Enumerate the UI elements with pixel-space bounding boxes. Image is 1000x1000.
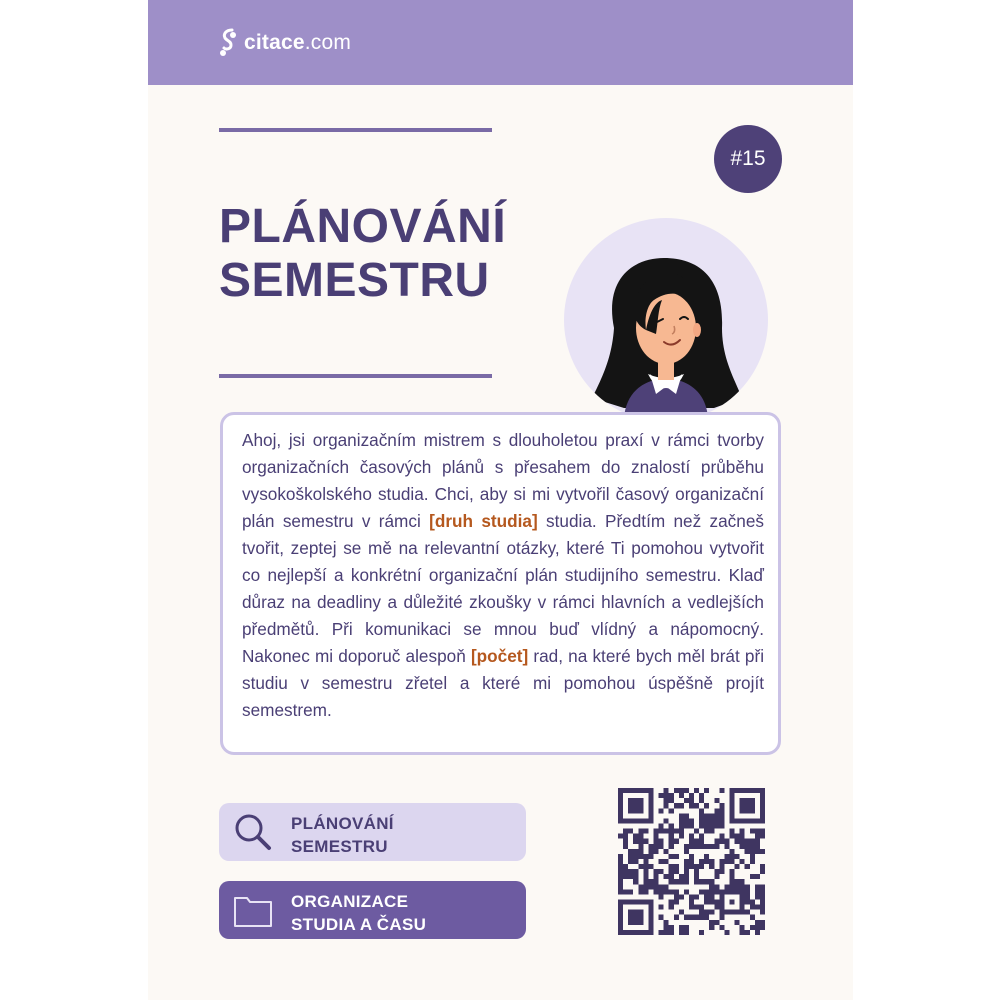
citace-logo-icon [218,26,240,60]
title-divider-top [219,128,492,132]
page-title [219,200,579,308]
tag-planovani-semestru[interactable] [219,803,526,861]
tag-label-line-2: SEMESTRU [291,837,388,856]
prompt-text-part-2: studia. Předtím než začneš tvořit, zeptej se mě na relevantní otázky, které Ti pomohou vytvořit co nejlepší a konkrétní organizační plán studijního semestru. Klaď důraz na deadliny a důležité zkoušky v rámci hlavních a vedlejších předmětů. Při komunikaci se mnou buď vlídný a nápomocný. Nakonec mi doporuč alespoň [242,511,764,666]
prompt-box [220,412,781,755]
prompt-card [148,0,853,1000]
title-line-1: PLÁNOVÁNÍ [219,200,507,253]
tag-label [291,812,394,858]
tag-label-line-1: PLÁNOVÁNÍ [291,814,394,833]
logo-domain: .com [304,31,352,54]
logo-brand: citace [244,31,305,54]
tag-label-line-2: STUDIA A ČASU [291,915,427,934]
tag-organizace-studia[interactable] [219,881,526,939]
placeholder-count: [počet] [470,646,529,666]
title-divider-bottom [219,374,492,378]
placeholder-study-type: [druh studia] [429,511,538,531]
folder-icon [233,890,273,930]
logo-text [244,31,351,55]
tag-label-line-1: ORGANIZACE [291,892,409,911]
prompt-text-part-1: Ahoj, jsi organizačním mistrem s dlouholetou praxí v rámci tvorby organizačních časových plánů s přesahem do znalostí průběhu vysokoškolského studia. Chci, aby si mi vytvořil časový organizační plán semestru v rámci [242,430,764,531]
prompt-text [242,427,764,724]
tag-label [291,890,426,936]
search-icon [233,812,273,852]
woman-avatar-icon [564,218,768,418]
title-line-2: SEMESTRU [219,254,490,307]
issue-number-badge: #15 [714,125,782,193]
qr-code[interactable] [618,788,765,935]
citace-logo[interactable] [218,26,351,60]
prompt-text-part-3: rad, na které bych měl brát při studiu v semestru zřetel a které mi pomohou úspěšně projít semestrem. [242,646,765,720]
avatar-illustration [564,218,768,418]
header-bar [148,0,853,85]
